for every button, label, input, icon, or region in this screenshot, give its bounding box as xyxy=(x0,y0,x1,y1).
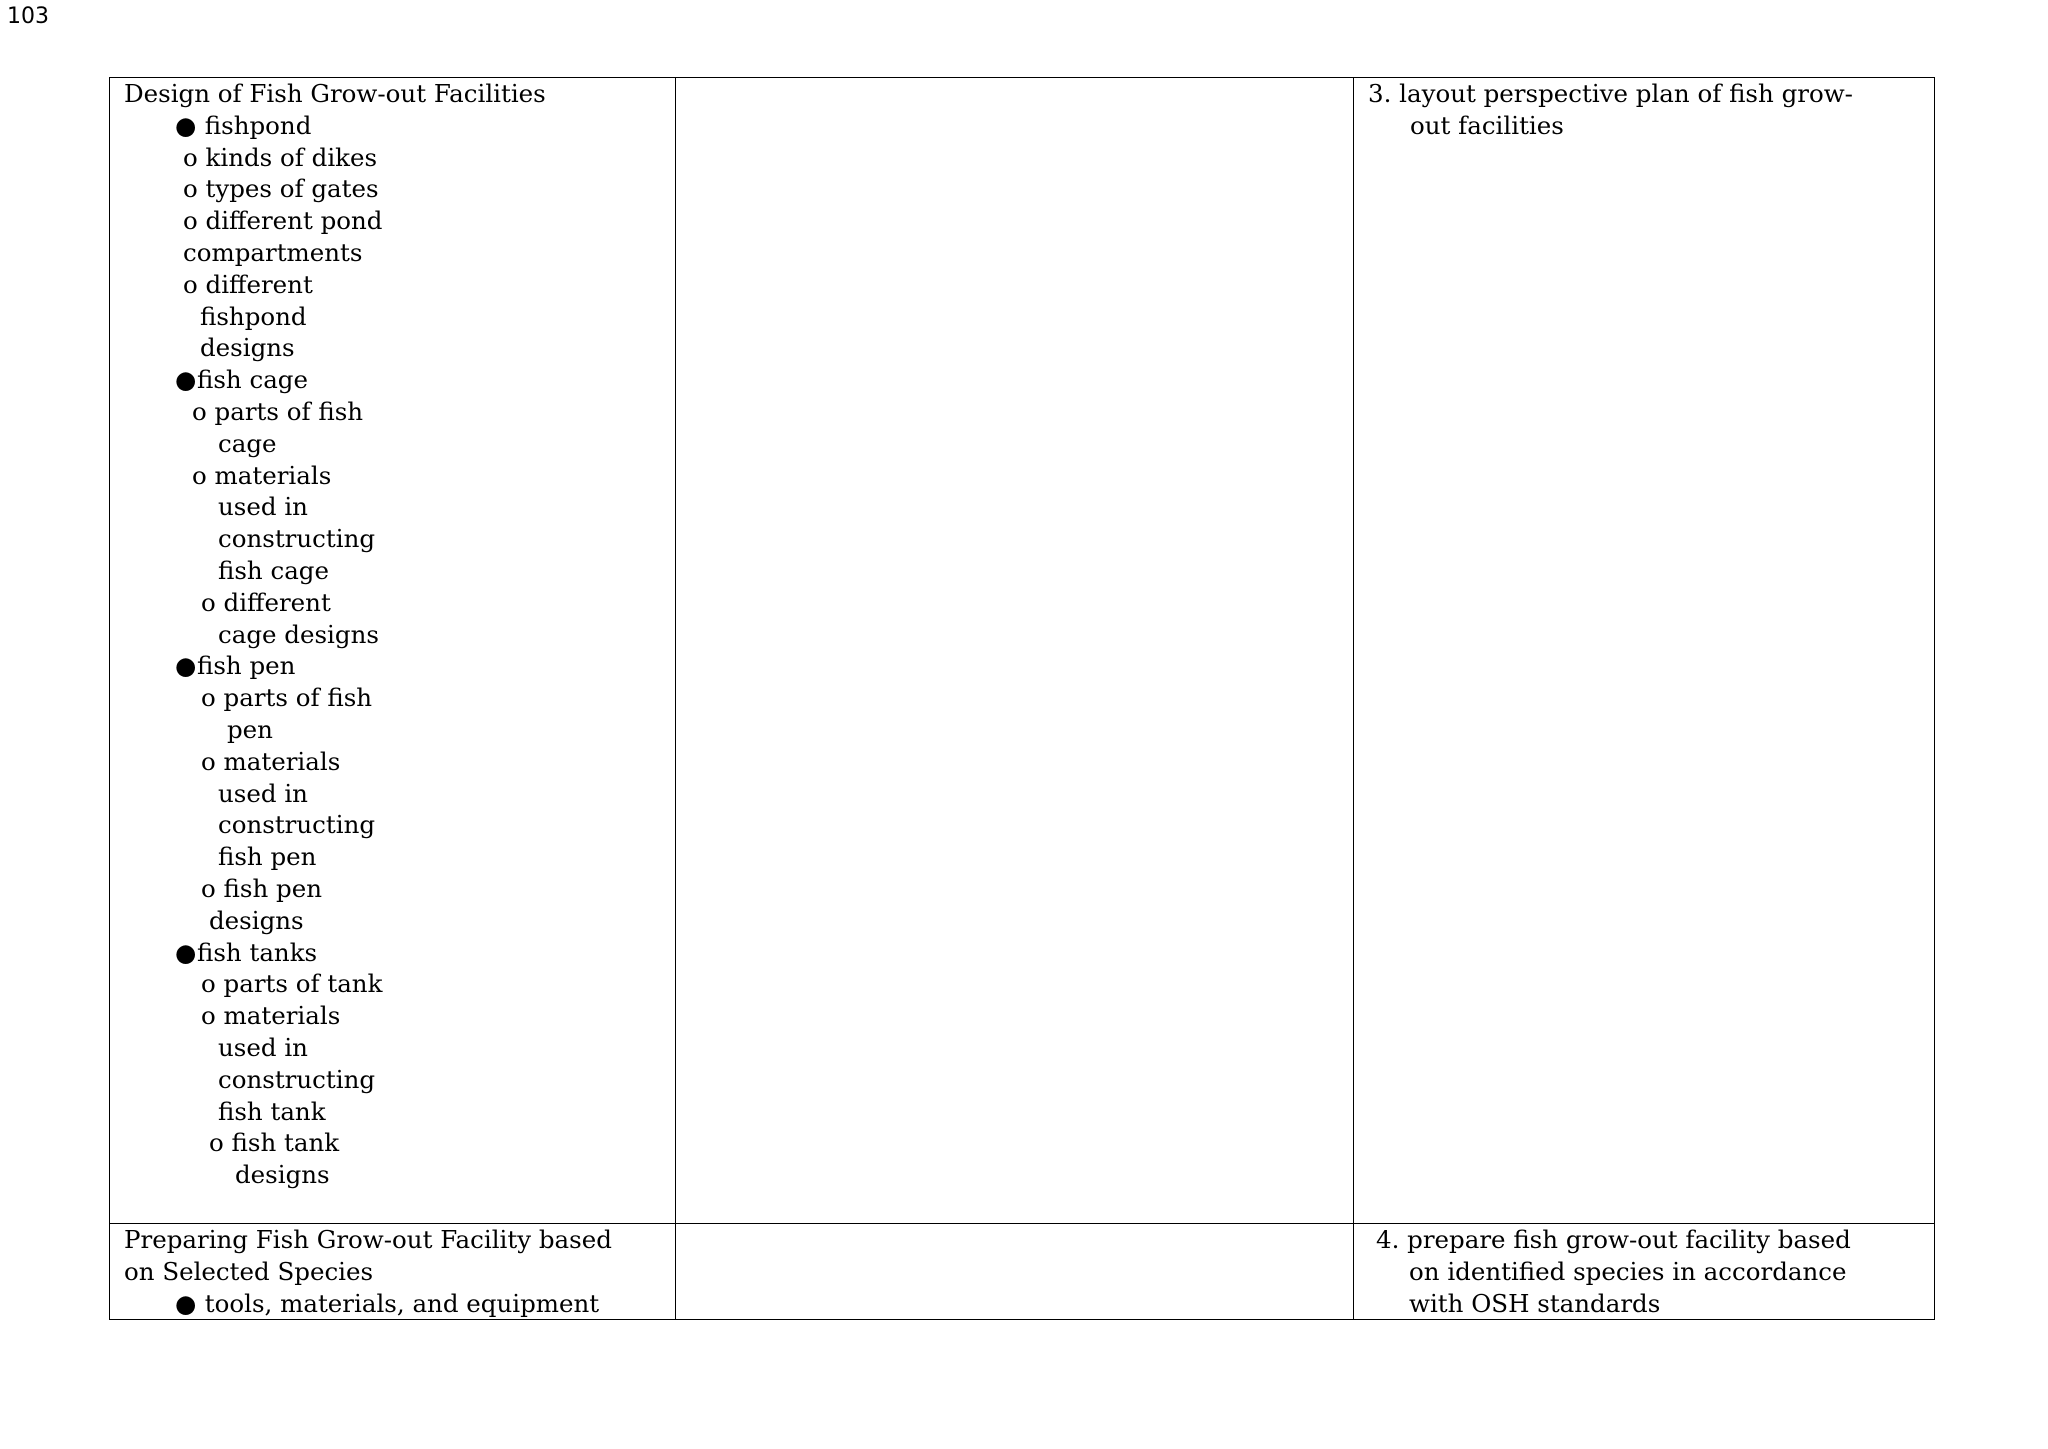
list-item: ●fish tanks xyxy=(175,937,318,967)
list-item: used in xyxy=(218,1032,308,1062)
list-item: constructing xyxy=(218,1064,376,1094)
list-item: o different xyxy=(201,587,331,617)
competency-line: out facilities xyxy=(1410,110,1564,140)
empty-cell xyxy=(676,78,1354,1224)
page-number: 103 xyxy=(7,4,49,29)
list-item: ● fishpond xyxy=(175,110,312,140)
competency-line: 3. layout perspective plan of fish grow- xyxy=(1368,79,1853,108)
list-item: o materials xyxy=(201,1001,341,1031)
content-outline xyxy=(124,110,675,1191)
list-item: o types of gates xyxy=(183,174,379,204)
competency-line: 4. prepare fish grow-out facility based xyxy=(1376,1225,1851,1254)
list-item: pen xyxy=(227,714,273,744)
list-item: o parts of fish xyxy=(192,396,364,426)
list-item: designs xyxy=(200,333,295,363)
list-item: compartments xyxy=(183,237,363,267)
bullet-icon: ● xyxy=(175,1288,197,1318)
list-item: fishpond xyxy=(200,301,307,331)
list-item: fish pen xyxy=(218,842,317,872)
list-item: used in xyxy=(218,778,308,808)
list-item: o fish pen xyxy=(201,873,322,903)
empty-cell xyxy=(676,1224,1354,1320)
list-item: o parts of fish xyxy=(201,683,373,713)
competency-cell xyxy=(1354,78,1935,1224)
competency-line: on identified species in accordance xyxy=(1409,1256,1847,1286)
list-item: constructing xyxy=(218,810,376,840)
list-item: designs xyxy=(235,1160,330,1190)
list-item: o parts of tank xyxy=(201,969,383,999)
content-heading: on Selected Species xyxy=(124,1256,374,1286)
list-item: used in xyxy=(218,492,308,522)
content-cell xyxy=(110,1224,676,1320)
list-item: cage xyxy=(218,428,277,458)
bullet-icon: ● xyxy=(175,110,197,140)
list-item: fish tank xyxy=(218,1096,326,1126)
competency-cell xyxy=(1354,1224,1935,1320)
list-item: designs xyxy=(209,905,304,935)
table-row xyxy=(110,1224,1935,1320)
bullet-icon: ● xyxy=(175,365,197,395)
list-item: ●fish cage xyxy=(175,365,308,395)
content-cell xyxy=(110,78,676,1224)
list-item: fish cage xyxy=(218,555,329,585)
bullet-icon: ● xyxy=(175,651,197,681)
competency-line: with OSH standards xyxy=(1409,1288,1661,1318)
list-item: o different pond xyxy=(183,206,383,236)
list-item: o different xyxy=(183,269,313,299)
list-item: cage designs xyxy=(218,619,379,649)
list-item: ● tools, materials, and equipment xyxy=(175,1288,600,1318)
content-heading: Design of Fish Grow-out Facilities xyxy=(124,79,546,108)
list-item: o fish tank xyxy=(209,1128,340,1158)
list-item: o materials xyxy=(201,746,341,776)
list-item: o materials xyxy=(192,460,332,490)
content-heading: Preparing Fish Grow-out Facility based xyxy=(124,1225,612,1254)
curriculum-table xyxy=(109,77,1935,1320)
list-item: constructing xyxy=(218,524,376,554)
list-item: o kinds of dikes xyxy=(183,142,378,172)
bullet-icon: ● xyxy=(175,937,197,967)
list-item: ●fish pen xyxy=(175,651,296,681)
table-row xyxy=(110,78,1935,1224)
